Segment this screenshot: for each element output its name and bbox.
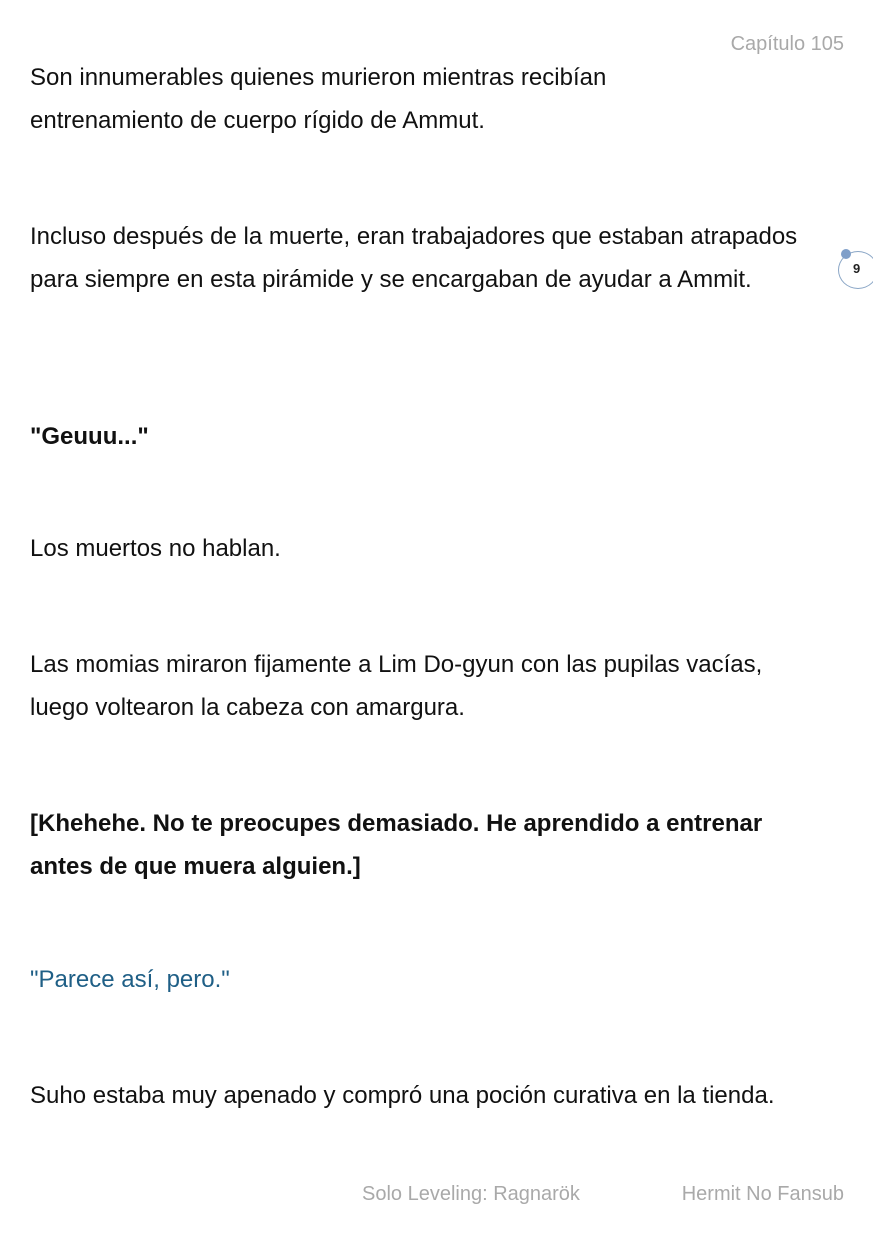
comment-indicator-dot — [841, 249, 851, 259]
paragraph: Los muertos no hablan. — [30, 535, 281, 562]
comment-count: 9 — [853, 261, 861, 276]
footer-group: Hermit No Fansub — [681, 1183, 844, 1205]
paragraph: Son innumerables quienes murieron mientras recibían entrenamiento de cuerpo rígido de Ammut. — [30, 64, 607, 134]
system-message-paragraph: [Khehehe. No te preocupes demasiado. He aprendido a entrenar antes de que muera alguien.] — [30, 810, 763, 880]
paragraph: Las momias miraron fijamente a Lim Do-gyun con las pupilas vacías, luego voltearon la cabeza con amargura. — [30, 651, 763, 721]
paragraph: Suho estaba muy apenado y compró una poción curativa en la tienda. — [30, 1082, 775, 1109]
dialogue-paragraph: "Geuuu..." — [30, 423, 149, 450]
dialogue-paragraph: "Parece así, pero." — [30, 966, 230, 993]
footer-title: Solo Leveling: Ragnarök — [362, 1183, 580, 1205]
chapter-label: Capítulo 105 — [730, 33, 844, 55]
paragraph: Incluso después de la muerte, eran trabajadores que estaban atrapados para siempre en esta pirámide y se encargaban de ayudar a Ammit. — [30, 223, 798, 293]
